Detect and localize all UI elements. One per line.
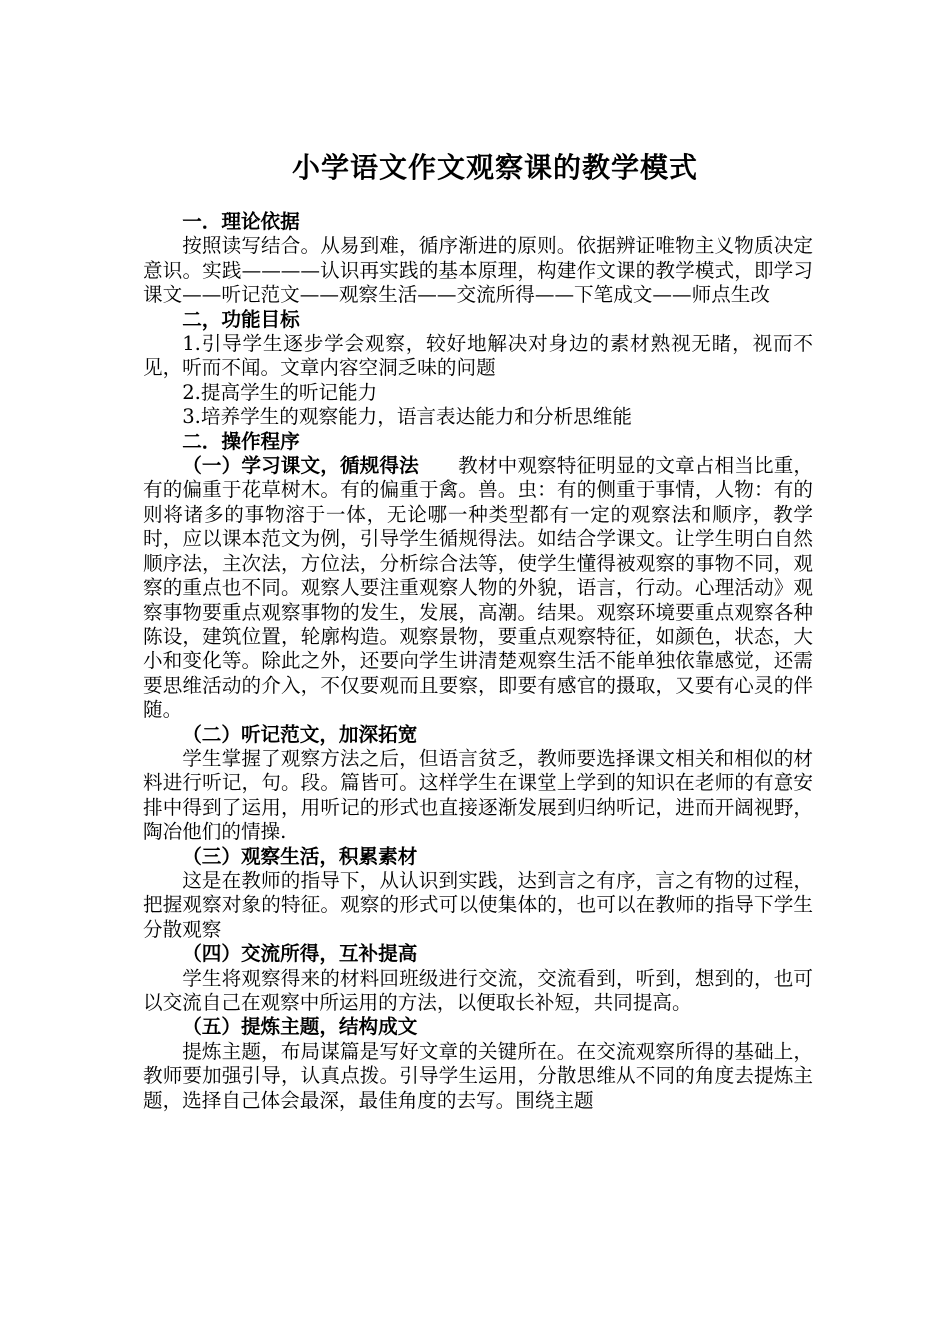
step-2-heading: （二）听记范文，加深拓宽 (182, 722, 418, 746)
step-5-heading: （五）提炼主题，结构成文 (182, 1015, 418, 1039)
paragraph-step-4: 学生将观察得来的材料回班级进行交流，交流看到，听到，想到的，也可以交流自己在观察中所运用的方法，以便取长补短，共同提高。 (143, 966, 813, 1014)
paragraph-theory: 按照读写结合。从易到难，循序渐进的原则。依据辨证唯物主义物质决定意识。实践————认识再实践的基本原理，构建作文课的教学模式，即学习课文——听记范文——观察生活——交流所得——下笔成文——师点生改 (143, 234, 813, 307)
document-body (143, 210, 813, 1113)
paragraph-step-1 (143, 454, 813, 722)
step-3-heading: （三）观察生活，积累素材 (182, 844, 418, 868)
paragraph-step-3: 这是在教师的指导下，从认识到实践，达到言之有序，言之有物的过程，把握观察对象的特征。观察的形式可以使集体的，也可以在教师的指导下学生分散观察 (143, 868, 813, 941)
paragraph-goal-2: 2.提高学生的听记能力 (182, 380, 378, 404)
section-heading-theory: 一．理论依据 (182, 210, 300, 233)
section-heading-goals: 二，功能目标 (182, 307, 300, 331)
paragraph-step-2: 学生掌握了观察方法之后，但语言贫乏，教师要选择课文相关和相似的材料进行听记，句。段。篇皆可。这样学生在课堂上学到的知识在老师的有意安排中得到了运用，用听记的形式也直接逐渐发展到归纳听记，进而开阔视野，陶冶他们的情操. (143, 746, 813, 844)
document-title: 小学语文作文观察课的教学模式 (291, 151, 698, 184)
step-4-heading: （四）交流所得，互补提高 (182, 942, 418, 966)
step-1-text: 教材中观察特征明显的文章占相当比重，有的偏重于花草树木。有的偏重于禽。兽。虫：有的侧重于事情，人物：有的则将诸多的事物溶于一体，无论哪一种类型都有一定的观察法和顺序，教学时，应以课本范文为例，引导学生循规得法。如结合学课文。让学生明白自然顺序法，主次法，方位法，分析综合法等，使学生懂得被观察的事物不同，观察的重点也不同。观察人要注重观察人物的外貌，语言，行动。心理活动》观察事物要重点观察事物的发生，发展，高潮。结果。观察环境要重点观察各种陈设，建筑位置，轮廓构造。观察景物，要重点观察特征，如颜色，状态，大小和变化等。除此之外，还要向学生讲清楚观察生活不能单独依靠感觉，还需要思维活动的介入，不仅要观而且要察，即要有感官的摄取，又要有心灵的伴随。 (143, 454, 814, 722)
paragraph-goal-1: 1.引导学生逐步学会观察，较好地解决对身边的素材熟视无睹，视而不见，听而不闻。文章内容空洞乏味的问题 (143, 332, 813, 380)
step-1-heading: （一）学习课文，循规得法 (182, 454, 419, 478)
section-heading-procedure: 二．操作程序 (182, 429, 300, 453)
paragraph-step-5: 提炼主题，布局谋篇是写好文章的关键所在。在交流观察所得的基础上，教师要加强引导，认真点拨。引导学生运用，分散思维从不同的角度去提炼主题，选择自己体会最深，最佳角度的去写。围绕主题 (143, 1039, 813, 1112)
paragraph-goal-3: 3.培养学生的观察能力，语言表达能力和分析思维能 (182, 405, 632, 429)
